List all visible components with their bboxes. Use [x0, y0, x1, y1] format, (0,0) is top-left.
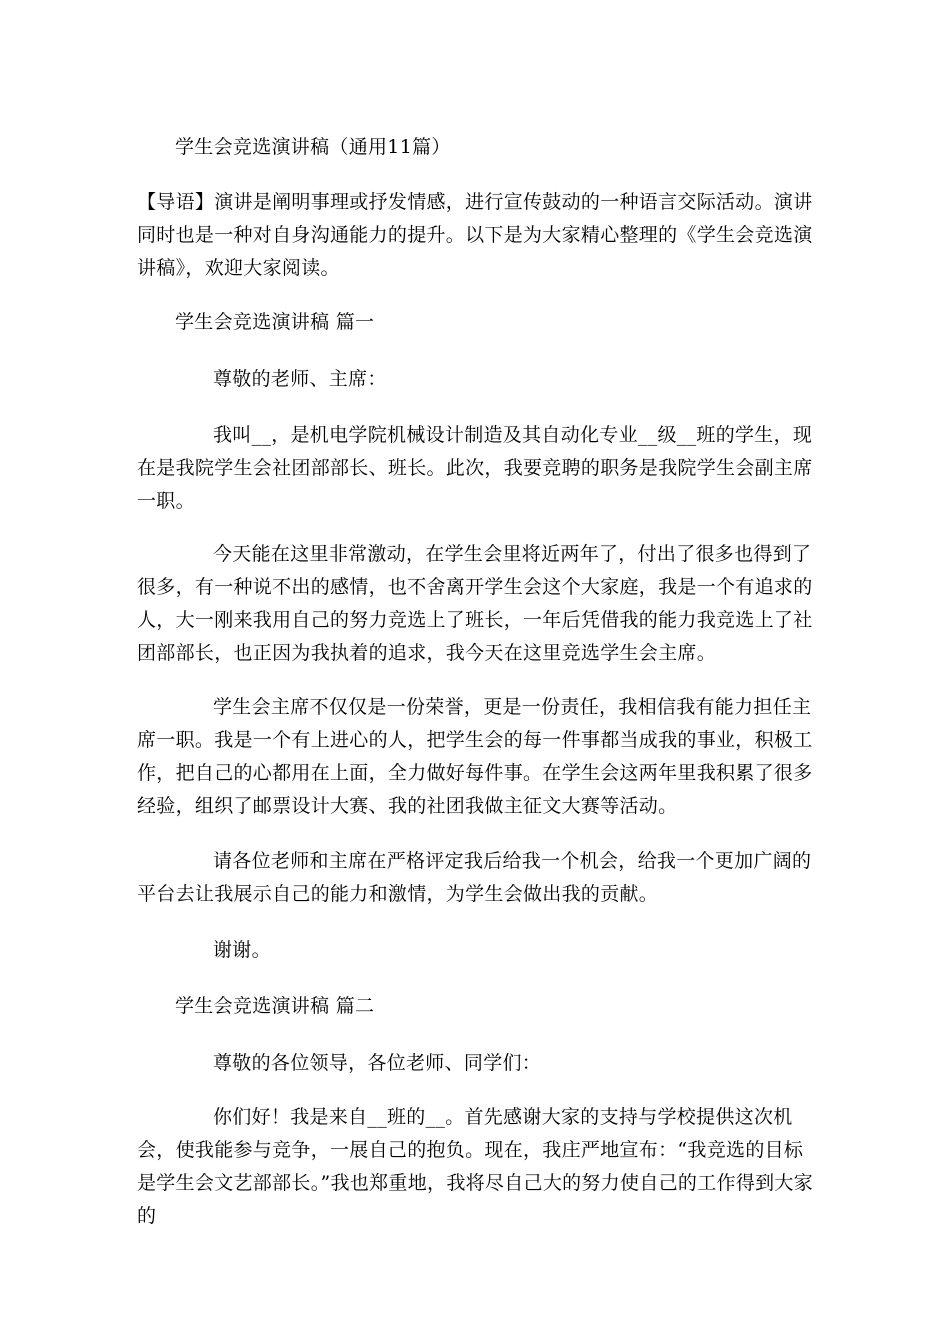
intro-paragraph	[137, 186, 813, 285]
section-1-paragraph-2: 今天能在这里非常激动，在学生会里将近两年了，付出了很多也得到了很多，有一种说不出的感情，也不舍离开学生会这个大家庭，我是一个有追求的人，大一刚来我用自己的努力竞选上了班长，一年后凭借我的能力我竞选上了社团部部长，也正因为我执着的追求，我今天在这里竞选学生会主席。	[137, 543, 813, 664]
document-title: 学生会竞选演讲稿（通用11篇）	[175, 136, 451, 158]
section-1-heading: 学生会竞选演讲稿 篇一	[175, 311, 375, 333]
section-1-paragraph-3: 学生会主席不仅仅是一份荣誉，更是一份责任，我相信我有能力担任主席一职。我是一个有上进心的人，把学生会的每一件事都当成我的事业，积极工作，把自己的心都用在上面，全力做好每件事。在学生会这两年里我积累了很多经验，组织了邮票设计大赛、我的社团我做主征文大赛等活动。	[137, 696, 813, 817]
section-2-salutation: 尊敬的各位领导，各位老师、同学们：	[213, 1052, 542, 1074]
section-2-paragraph-1: 你们好！我是来自__班的__。首先感谢大家的支持与学校提供这次机会，使我能参与竞争，一展自己的抱负。现在，我庄严地宣布：“我竞选的目标是学生会文艺部部长。”我也郑重地，我将尽自己大的努力使自己的工作得到大家的	[137, 1106, 814, 1227]
section-1-paragraph-4: 请各位老师和主席在严格评定我后给我一个机会，给我一个更加广阔的平台去让我展示自己的能力和激情，为学生会做出我的贡献。	[137, 850, 812, 905]
section-2-heading: 学生会竞选演讲稿 篇二	[175, 995, 375, 1017]
section-1-paragraph-1: 我叫__，是机电学院机械设计制造及其自动化专业__级__班的学生，现在是我院学生会社团部部长、班长。此次，我要竞聘的职务是我院学生会副主席一职。	[137, 424, 813, 512]
section-1-salutation: 尊敬的老师、主席：	[213, 368, 387, 390]
intro-tag: 【导语】	[137, 191, 215, 213]
section-1-closing: 谢谢。	[213, 939, 271, 961]
intro-text: 演讲是阐明事理或抒发情感，进行宣传鼓动的一种语言交际活动。演讲同时也是一种对自身沟通能力的提升。以下是为大家精心整理的《学生会竞选演讲稿》，欢迎大家阅读。	[137, 191, 813, 279]
